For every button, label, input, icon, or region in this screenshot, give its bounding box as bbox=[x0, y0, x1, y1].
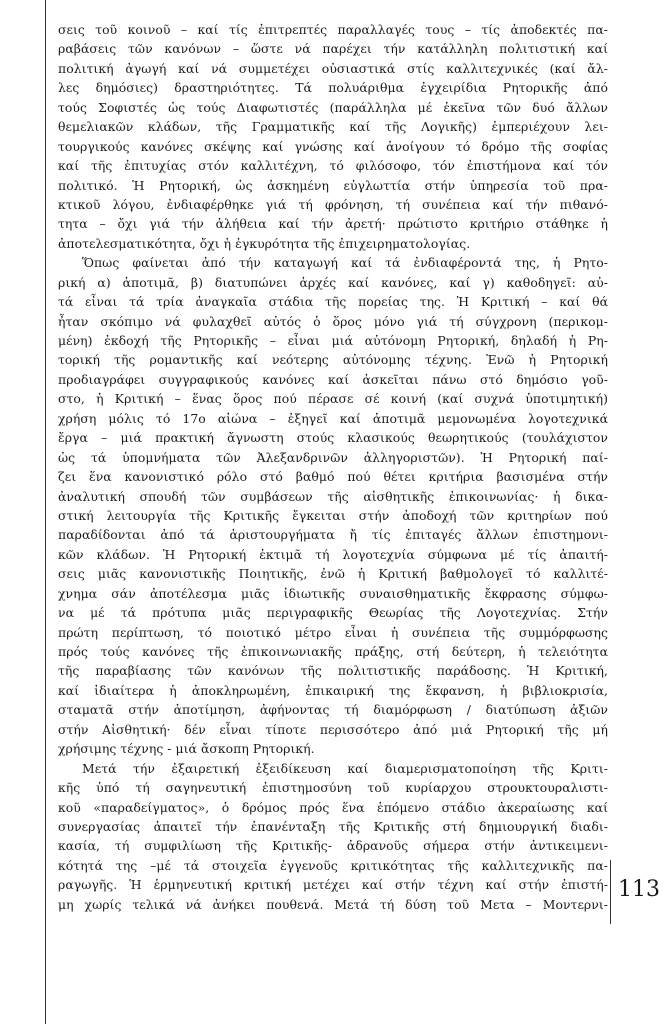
text-line: ἦταν σκόπιμο νά φυλαχθεῖ αὐτός ὁ ὅρος μόνο γιά τή σύγχρονη (περικομ- bbox=[58, 313, 608, 329]
text-line: τῆς παραβίασης τῶν κανόνων τῆς πολιτιστικῆς παράδοσης. Ἡ Κριτική, bbox=[58, 663, 608, 679]
text-line: ἀναλυτική σπουδή τῶν συμβάσεων τῆς αἰσθητικῆς ἐπικοινωνίας· ἡ δικα- bbox=[58, 488, 608, 504]
text-line: κῶν κλάδων. Ἡ Ρητορική ἐκτιμᾶ τή λογοτεχνία σύμφωνα μέ τίς ἀπαιτή- bbox=[58, 546, 608, 562]
text-line: κοῦ «παραδείγματος», ὁ δρόμος πρός ἕνα ἑπόμενο στάδιο ἀκεραίωσης καί bbox=[58, 799, 608, 815]
text-line: τητα – ὄχι γιά τήν ἀλήθεια καί τήν ἀρετή· πρώτιστο κριτήριο στάθηκε ἡ bbox=[58, 216, 608, 232]
text-line: ἔργα – μιά πρακτική ἄγνωστη στούς κλασικούς θεωρητικούς (τουλάχιστον bbox=[58, 430, 608, 446]
text-line: συνεργασίας ἀπαιτεῖ τήν ἐπανένταξη τῆς Κριτικῆς στή δημιουργική διαδι- bbox=[58, 818, 608, 834]
text-line: καί τῆς ἐπιτυχίας στόν καλλιτέχνη, τό φιλόσοφο, τόν ἐπιστήμονα καί τόν bbox=[58, 158, 608, 174]
text-line: λες δημόσιες) δραστηριότητες. Τά πολυάριθμα ἐγχειρίδια Ρητορικῆς ἀπό bbox=[58, 80, 608, 96]
text-line: πρώτη περίπτωση, τό ποιοτικό μέτρο εἶναι ἡ συνέπεια τῆς συμμόρφωσης bbox=[58, 624, 608, 640]
text-line: πολιτική ἀγωγή καί νά συμμετέχει οὐσιαστικά στίς καλλιτεχνικές (καί ἄλ- bbox=[58, 60, 608, 76]
text-line: χρήση μόλις τό 17ο αἰώνα – ἐξηγεῖ καί ἀποτιμᾶ μεμονωμένα λογοτεχνικά bbox=[58, 410, 608, 426]
text-line: κτικοῦ λόγου, ἐνδιαφέρθηκε γιά τή φρόνηση, τή συνέπεια καί τήν πιθανό- bbox=[58, 196, 608, 212]
text-line: παραδίδονται ἀπό τά ἀριστουργήματα ἤ τίς ἐπιταγές ἄλλων ἐπιστημονι- bbox=[58, 527, 608, 543]
text-line: ἀποτελεσματικότητα, ὄχι ἡ ἐγκυρότητα τῆς ἐπιχειρηματολογίας. bbox=[58, 235, 471, 251]
text-line: πρός τούς κανόνες τῆς ἐπικοινωνιακῆς πράξης, στή δεύτερη, ἡ τελειότητα bbox=[58, 644, 608, 659]
left-margin-rule bbox=[45, 0, 46, 1024]
text-line: ραβάσεις τῶν κανόνων – ὥστε νά παρέχει τήν κατάλληλη πολιτιστική καί bbox=[58, 41, 608, 57]
text-line: στήν Αἰσθητική· δέν εἶναι τίποτε περισσότερο ἀπό μιά Ρητορική τῆς μή bbox=[58, 721, 608, 737]
page-number-rule bbox=[610, 860, 611, 924]
text-line: να μέ τά πρότυπα μιᾶς περιγραφικῆς Θεωρίας τῆς Λογοτεχνίας. Στήν bbox=[58, 605, 608, 621]
text-line: τουργικούς κανόνες σκέψης καί γνώσης καί ἀνοίγουν τό δρόμο τῆς σοφίας bbox=[58, 138, 608, 154]
paragraph-start-line: Ὅπως φαίνεται ἀπό τήν καταγωγή καί τά ἐνδιαφέροντά της, ἡ Ρητο- bbox=[82, 255, 608, 271]
text-line: σεις τοῦ κοινοῦ – καί τίς ἐπιτρεπτές παραλλαγές τους – τίς ἀποδεκτές πα- bbox=[58, 22, 608, 37]
text-line: τούς Σοφιστές ὡς τούς Διαφωτιστές (παράλληλα μέ ἐκεῖνα τῶν δυό ἄλλων bbox=[58, 99, 608, 115]
text-line: κασία, τή συμφιλίωση τῆς Κριτικῆς- ἀδρανοῦς σήμερα στήν ἀντικειμενι- bbox=[58, 838, 608, 854]
text-line: στο, ἡ Κριτική – ἕνας ὅρος πού πέρασε σέ κοινή (καί συχνά ὑποτιμητική) bbox=[58, 391, 608, 407]
text-line: σταματᾶ στήν ἀποτίμηση, ἀφήνοντας τή διαμόρφωση / διατύπωση ἀξιῶν bbox=[58, 702, 608, 718]
text-line: ραγωγῆς. Ἡ ἑρμηνευτική κριτική μετέχει καί στήν τέχνη καί στήν ἐπιστή- bbox=[58, 877, 608, 893]
paragraph-start-line: Μετά τήν ἐξαιρετική ἐξειδίκευση καί διαμερισματοποίηση τῆς Κριτι- bbox=[82, 760, 608, 776]
text-line: κῆς ὑπό τή σαγηνευτική ἐπιστημοσύνη τοῦ κυρίαρχου στρουκτουραλιστι- bbox=[58, 780, 608, 796]
text-line: προδιαγράφει συγγραφικούς κανόνες καί ἀσκεῖται πάνω στό δημόσιο γοῦ- bbox=[58, 371, 608, 387]
text-line: σεις μιᾶς κανονιστικῆς Ποιητικῆς, ἐνῶ ἡ Κριτική βαθμολογεῖ τό καλλιτέ- bbox=[58, 566, 608, 582]
text-line: τορική τῆς ρομαντικῆς καί νεότερης αὐτόνομης τέχνης. Ἐνῶ ἡ Ρητορική bbox=[58, 352, 608, 368]
text-line: κότητά της –μέ τά στοιχεῖα ἐγγενοῦς κριτικότητας τῆς καλλιτεχνικῆς πα- bbox=[58, 857, 608, 873]
text-line: τά εἶναι τά τρία ἀναγκαῖα στάδια τῆς πορείας της. Ἡ Κριτική – καί θά bbox=[58, 294, 608, 310]
page-number: 113 bbox=[618, 877, 660, 902]
text-line: στική λειτουργία τῆς Κριτικῆς ἔγκειται στήν ἀποδοχή τῶν κριτηρίων πού bbox=[58, 507, 608, 523]
text-line: ζει ἕνα κανονιστικό ρόλο στό βαθμό πού θέτει κριτήρια βασισμένα στήν bbox=[58, 469, 608, 485]
text-line: θεμελιακῶν κλάδων, τῆς Γραμματικῆς καί τῆς Λογικῆς) ἐμπεριέχουν λει- bbox=[58, 119, 608, 135]
text-line: μένη) ἐκδοχή τῆς Ρητορικῆς – εἶναι μιά αὐτόνομη Ρητορική, δηλαδή ἡ Ρη- bbox=[58, 333, 608, 348]
text-line: καί ἰδιαίτερα ἡ ἀποκληρωμένη, ἐπικαιρική της ἔκφανση, ἡ βιβλιοκρισία, bbox=[58, 682, 608, 698]
text-line: ὡς τά ὑπομνήματα τῶν Ἀλεξανδρινῶν ἀλληγοριστῶν). Ἡ Ρητορική παί- bbox=[58, 449, 608, 465]
text-line: χνημα σάν ἀποτέλεσμα μιᾶς ἰδιωτικῆς συναισθηματικῆς ἔκφρασης σύμφω- bbox=[58, 585, 608, 601]
text-line: χρήσιμης τέχνης - μιά ἄσκοπη Ρητορική. bbox=[58, 741, 315, 757]
text-line: μη χωρίς τελικά νά ἀνήκει πουθενά. Μετά τή δύση τοῦ Μετα – Μοντερνι- bbox=[58, 896, 608, 912]
text-line: ρική α) ἀποτιμᾶ, β) διατυπώνει ἀρχές καί κανόνες, καί γ) καθοδηγεῖ: αὐ- bbox=[58, 274, 608, 290]
body-text bbox=[58, 20, 608, 914]
text-line: πολιτικό. Ἡ Ρητορική, ὡς ἀσκημένη εὐγλωττία στήν ὑπηρεσία τοῦ πρα- bbox=[58, 177, 608, 193]
